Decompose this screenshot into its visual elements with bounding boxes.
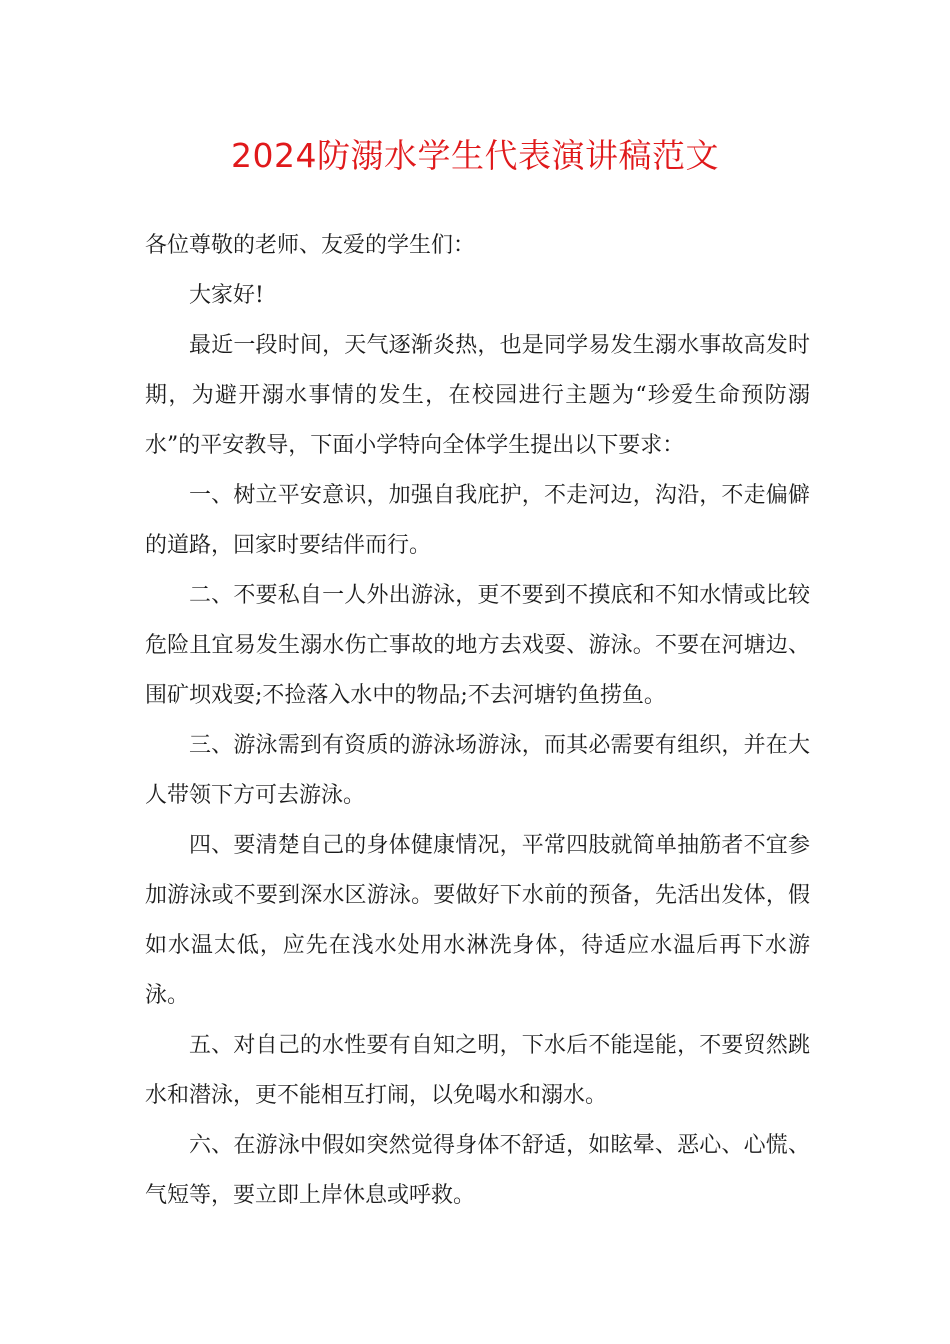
salutation: 各位尊敬的老师、友爱的学生们：	[145, 233, 476, 258]
paragraph-rule-4: 四、要清楚自己的身体健康情况，平常四肢就简单抽筋者不宜参加游泳或不要到深水区游泳。要做好下水前的预备，先活出发体，假如水温太低，应先在浅水处用水淋洗身体，待适应水温后再下水游泳。	[145, 833, 810, 1008]
document-body	[145, 221, 810, 1221]
document-title: 2024防溺水学生代表演讲稿范文	[231, 136, 719, 175]
paragraph-rule-3: 三、游泳需到有资质的游泳场游泳，而其必需要有组织，并在大人带领下方可去游泳。	[145, 733, 810, 808]
paragraph-rule-6: 六、在游泳中假如突然觉得身体不舒适，如眩晕、恶心、心慌、气短等，要立即上岸休息或呼救。	[145, 1133, 810, 1208]
paragraph-greeting: 大家好!	[189, 283, 264, 308]
paragraph-rule-5: 五、对自己的水性要有自知之明，下水后不能逞能，不要贸然跳水和潜泳，更不能相互打闹，以免喝水和溺水。	[145, 1033, 810, 1108]
paragraph-rule-2: 二、不要私自一人外出游泳，更不要到不摸底和不知水情或比较危险且宜易发生溺水伤亡事故的地方去戏耍、游泳。不要在河塘边、围矿坝戏耍;不捡落入水中的物品;不去河塘钓鱼捞鱼。	[145, 583, 810, 708]
paragraph-rule-1: 一、树立平安意识，加强自我庇护，不走河边，沟沿，不走偏僻的道路，回家时要结伴而行。	[145, 483, 810, 558]
paragraph-intro: 最近一段时间，天气逐渐炎热，也是同学易发生溺水事故高发时期，为避开溺水事情的发生，在校园进行主题为“珍爱生命预防溺水”的平安教导，下面小学特向全体学生提出以下要求：	[145, 333, 810, 458]
